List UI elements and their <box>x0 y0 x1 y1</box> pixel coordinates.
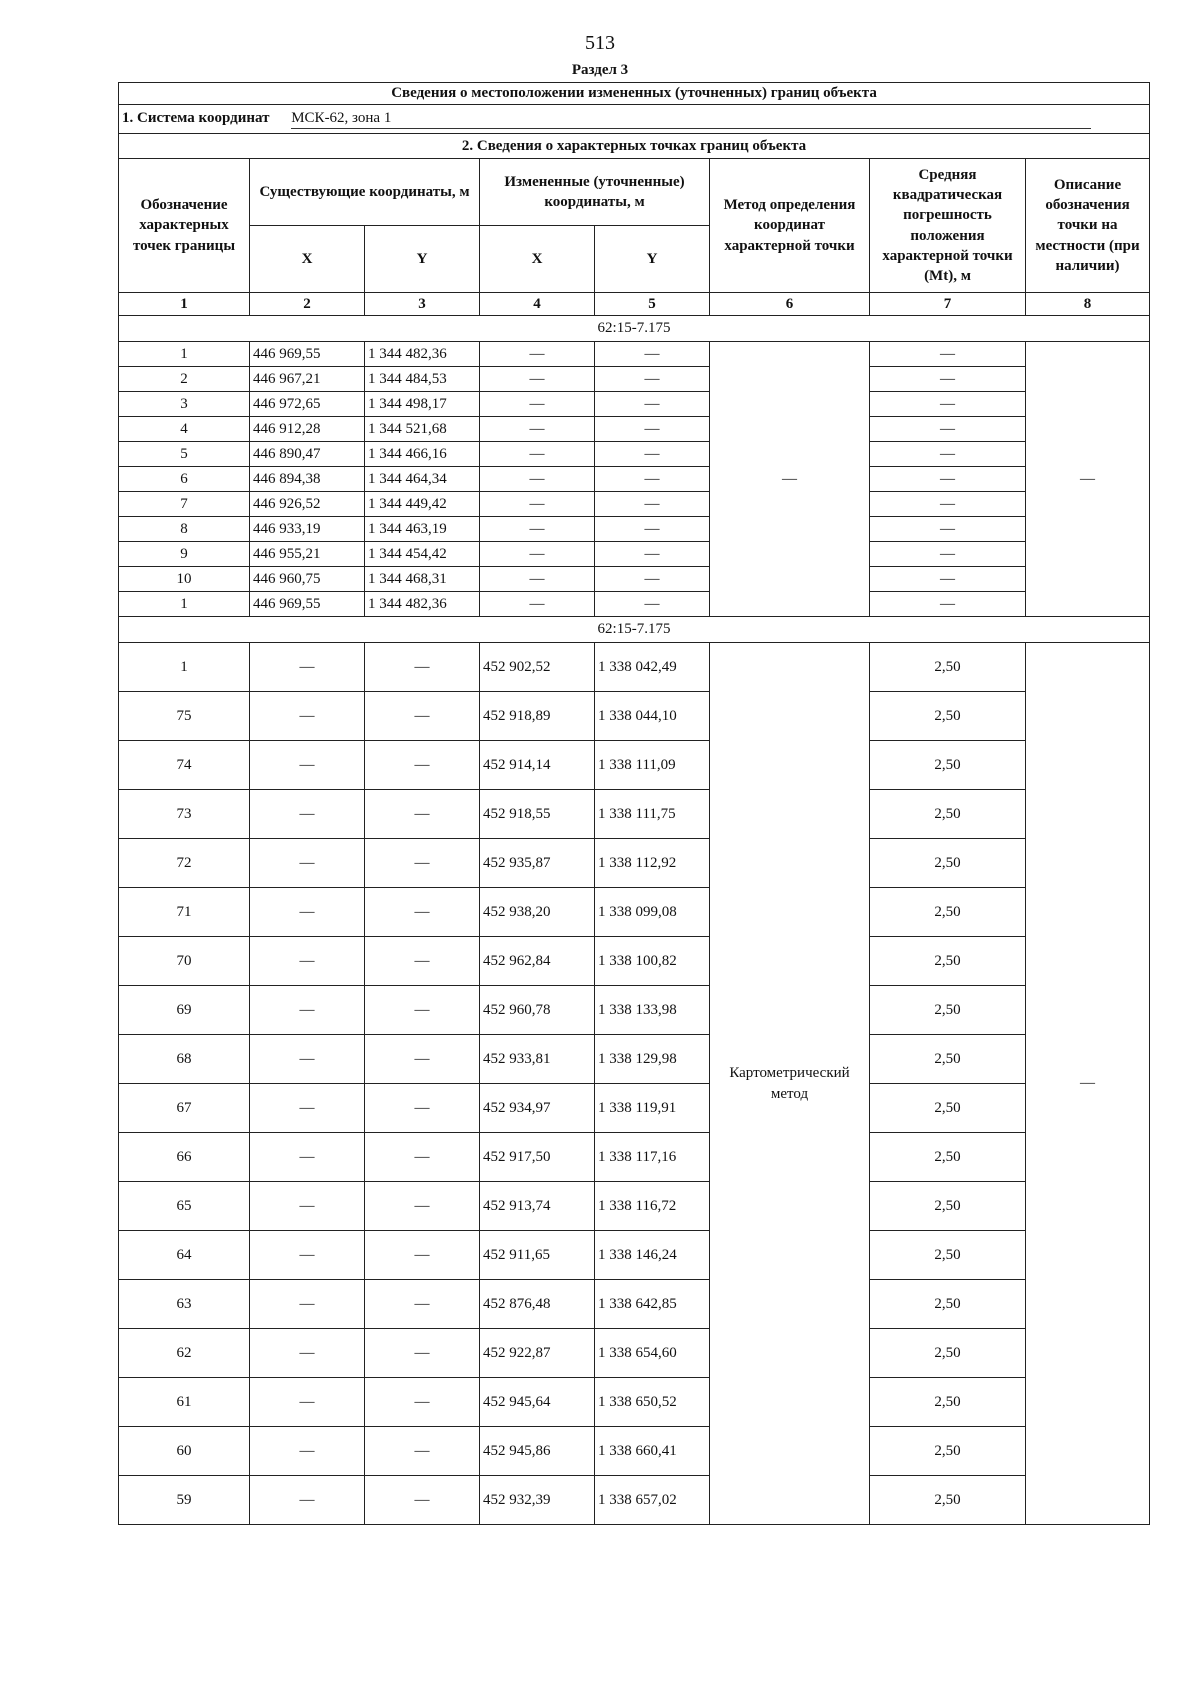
table-row <box>119 1231 1150 1280</box>
existing-x: — <box>250 1476 365 1525</box>
changed-y: 1 338 650,52 <box>595 1378 710 1427</box>
existing-x: 446 926,52 <box>250 492 365 517</box>
existing-x: 446 967,21 <box>250 367 365 392</box>
existing-y: 1 344 482,36 <box>365 592 480 617</box>
changed-y: 1 338 099,08 <box>595 888 710 937</box>
table-row <box>119 1378 1150 1427</box>
column-number: 5 <box>595 293 710 316</box>
existing-y: 1 344 464,34 <box>365 467 480 492</box>
point-id: 3 <box>119 392 250 417</box>
method-cell: — <box>710 342 870 617</box>
existing-x: — <box>250 1133 365 1182</box>
existing-x: — <box>250 643 365 692</box>
changed-y: 1 338 111,09 <box>595 741 710 790</box>
changed-x: 452 945,64 <box>480 1378 595 1427</box>
column-number: 7 <box>870 293 1026 316</box>
changed-y: 1 338 116,72 <box>595 1182 710 1231</box>
header-designation: Обозначение характерных точек границы <box>119 159 250 293</box>
table-row <box>119 790 1150 839</box>
point-id: 72 <box>119 839 250 888</box>
error-value: — <box>870 542 1026 567</box>
point-id: 70 <box>119 937 250 986</box>
changed-y: 1 338 642,85 <box>595 1280 710 1329</box>
existing-x: 446 972,65 <box>250 392 365 417</box>
existing-y: — <box>365 986 480 1035</box>
changed-y: 1 338 100,82 <box>595 937 710 986</box>
existing-x: — <box>250 1084 365 1133</box>
changed-x: — <box>480 417 595 442</box>
error-value: — <box>870 492 1026 517</box>
changed-x: — <box>480 592 595 617</box>
point-id: 9 <box>119 542 250 567</box>
table-row <box>119 986 1150 1035</box>
existing-x: 446 894,38 <box>250 467 365 492</box>
point-id: 1 <box>119 592 250 617</box>
point-id: 64 <box>119 1231 250 1280</box>
existing-x: 446 912,28 <box>250 417 365 442</box>
error-value: 2,50 <box>870 1231 1026 1280</box>
error-value: 2,50 <box>870 643 1026 692</box>
error-value: 2,50 <box>870 1378 1026 1427</box>
existing-x: — <box>250 741 365 790</box>
changed-x: 452 914,14 <box>480 741 595 790</box>
table-row <box>119 1280 1150 1329</box>
changed-y: 1 338 112,92 <box>595 839 710 888</box>
error-value: 2,50 <box>870 1182 1026 1231</box>
header-description: Описание обозначения точки на местности (при наличии) <box>1026 159 1150 293</box>
existing-y: — <box>365 692 480 741</box>
existing-y: 1 344 482,36 <box>365 342 480 367</box>
existing-y: — <box>365 1231 480 1280</box>
existing-y: — <box>365 1427 480 1476</box>
changed-y: — <box>595 567 710 592</box>
table-row <box>119 1476 1150 1525</box>
table-row <box>119 888 1150 937</box>
existing-y: — <box>365 1035 480 1084</box>
changed-x: 452 902,52 <box>480 643 595 692</box>
error-value: 2,50 <box>870 1329 1026 1378</box>
existing-y: 1 344 468,31 <box>365 567 480 592</box>
header-changed: Измененные (уточненные) координаты, м <box>480 159 710 226</box>
existing-x: — <box>250 937 365 986</box>
error-value: — <box>870 392 1026 417</box>
existing-y: — <box>365 741 480 790</box>
column-number: 8 <box>1026 293 1150 316</box>
table-row <box>119 1182 1150 1231</box>
changed-x: 452 962,84 <box>480 937 595 986</box>
method-cell: Картометрический метод <box>710 643 870 1525</box>
existing-x: — <box>250 692 365 741</box>
table-row <box>119 839 1150 888</box>
table-row <box>119 937 1150 986</box>
existing-y: — <box>365 839 480 888</box>
changed-x: — <box>480 367 595 392</box>
table-row <box>119 467 1150 492</box>
changed-x: 452 917,50 <box>480 1133 595 1182</box>
parcel-number: 62:15-7.175 <box>119 617 1150 643</box>
existing-x: — <box>250 790 365 839</box>
point-id: 68 <box>119 1035 250 1084</box>
description-cell: — <box>1026 643 1150 1525</box>
existing-x: — <box>250 1329 365 1378</box>
point-id: 59 <box>119 1476 250 1525</box>
table-row <box>119 567 1150 592</box>
changed-x: — <box>480 342 595 367</box>
error-value: 2,50 <box>870 1133 1026 1182</box>
changed-y: 1 338 044,10 <box>595 692 710 741</box>
error-value: — <box>870 417 1026 442</box>
changed-y: — <box>595 542 710 567</box>
point-id: 1 <box>119 342 250 367</box>
changed-x: 452 913,74 <box>480 1182 595 1231</box>
existing-x: — <box>250 1378 365 1427</box>
point-id: 63 <box>119 1280 250 1329</box>
error-value: 2,50 <box>870 692 1026 741</box>
existing-y: 1 344 498,17 <box>365 392 480 417</box>
existing-y: — <box>365 1182 480 1231</box>
changed-x: — <box>480 492 595 517</box>
point-id: 62 <box>119 1329 250 1378</box>
point-id: 10 <box>119 567 250 592</box>
changed-y: — <box>595 392 710 417</box>
existing-x: — <box>250 839 365 888</box>
existing-y: — <box>365 1329 480 1378</box>
existing-x: 446 955,21 <box>250 542 365 567</box>
changed-y: 1 338 660,41 <box>595 1427 710 1476</box>
changed-y: 1 338 117,16 <box>595 1133 710 1182</box>
existing-y: — <box>365 1476 480 1525</box>
header-error: Средняя квадратическая погрешность положения характерной точки (Mt), м <box>870 159 1026 293</box>
table-row <box>119 342 1150 367</box>
table-row <box>119 1133 1150 1182</box>
header-changed-y: Y <box>595 226 710 293</box>
column-number: 1 <box>119 293 250 316</box>
changed-y: — <box>595 342 710 367</box>
table-row <box>119 692 1150 741</box>
existing-y: 1 344 521,68 <box>365 417 480 442</box>
table-row <box>119 592 1150 617</box>
coord-system-label: 1. Система координат <box>122 109 270 126</box>
changed-y: — <box>595 592 710 617</box>
changed-x: 452 934,97 <box>480 1084 595 1133</box>
error-value: 2,50 <box>870 937 1026 986</box>
changed-x: — <box>480 467 595 492</box>
point-id: 8 <box>119 517 250 542</box>
table-row <box>119 1084 1150 1133</box>
existing-x: 446 890,47 <box>250 442 365 467</box>
table-title: Сведения о местоположении измененных (уточненных) границ объекта <box>119 83 1150 105</box>
changed-x: 452 918,89 <box>480 692 595 741</box>
existing-y: — <box>365 888 480 937</box>
column-number: 2 <box>250 293 365 316</box>
table-row <box>119 417 1150 442</box>
header-changed-x: X <box>480 226 595 293</box>
error-value: 2,50 <box>870 741 1026 790</box>
error-value: 2,50 <box>870 1084 1026 1133</box>
changed-x: 452 922,87 <box>480 1329 595 1378</box>
changed-y: 1 338 146,24 <box>595 1231 710 1280</box>
parcel-group-row <box>119 316 1150 342</box>
changed-y: — <box>595 417 710 442</box>
changed-x: — <box>480 517 595 542</box>
changed-x: 452 876,48 <box>480 1280 595 1329</box>
existing-x: 446 960,75 <box>250 567 365 592</box>
column-number: 4 <box>480 293 595 316</box>
error-value: 2,50 <box>870 1476 1026 1525</box>
point-id: 7 <box>119 492 250 517</box>
changed-x: — <box>480 392 595 417</box>
table-row <box>119 1427 1150 1476</box>
existing-y: 1 344 466,16 <box>365 442 480 467</box>
column-numbers-row <box>119 293 1150 316</box>
error-value: 2,50 <box>870 1035 1026 1084</box>
existing-x: — <box>250 986 365 1035</box>
point-id: 60 <box>119 1427 250 1476</box>
existing-x: — <box>250 1035 365 1084</box>
error-value: — <box>870 342 1026 367</box>
parcel-number: 62:15-7.175 <box>119 316 1150 342</box>
point-id: 5 <box>119 442 250 467</box>
table-row <box>119 542 1150 567</box>
existing-x: — <box>250 888 365 937</box>
point-id: 65 <box>119 1182 250 1231</box>
existing-y: — <box>365 1133 480 1182</box>
point-id: 4 <box>119 417 250 442</box>
changed-y: 1 338 119,91 <box>595 1084 710 1133</box>
changed-y: 1 338 042,49 <box>595 643 710 692</box>
changed-y: 1 338 133,98 <box>595 986 710 1035</box>
error-value: 2,50 <box>870 1427 1026 1476</box>
existing-x: — <box>250 1231 365 1280</box>
point-id: 1 <box>119 643 250 692</box>
changed-x: 452 945,86 <box>480 1427 595 1476</box>
point-id: 61 <box>119 1378 250 1427</box>
point-id: 71 <box>119 888 250 937</box>
point-id: 66 <box>119 1133 250 1182</box>
changed-y: — <box>595 442 710 467</box>
point-id: 6 <box>119 467 250 492</box>
changed-y: — <box>595 492 710 517</box>
existing-y: — <box>365 937 480 986</box>
existing-y: — <box>365 1280 480 1329</box>
changed-x: 452 935,87 <box>480 839 595 888</box>
column-number: 6 <box>710 293 870 316</box>
changed-y: — <box>595 517 710 542</box>
changed-x: 452 960,78 <box>480 986 595 1035</box>
changed-x: 452 938,20 <box>480 888 595 937</box>
changed-y: 1 338 129,98 <box>595 1035 710 1084</box>
error-value: 2,50 <box>870 839 1026 888</box>
table-row <box>119 492 1150 517</box>
error-value: — <box>870 567 1026 592</box>
header-existing-x: X <box>250 226 365 293</box>
changed-y: 1 338 111,75 <box>595 790 710 839</box>
existing-x: 446 969,55 <box>250 342 365 367</box>
error-value: — <box>870 367 1026 392</box>
error-value: 2,50 <box>870 1280 1026 1329</box>
changed-y: 1 338 654,60 <box>595 1329 710 1378</box>
points-title: 2. Сведения о характерных точках границ объекта <box>119 134 1150 159</box>
changed-x: — <box>480 542 595 567</box>
error-value: 2,50 <box>870 790 1026 839</box>
existing-y: — <box>365 1378 480 1427</box>
header-existing-y: Y <box>365 226 480 293</box>
header-existing: Существующие координаты, м <box>250 159 480 226</box>
point-id: 67 <box>119 1084 250 1133</box>
error-value: — <box>870 467 1026 492</box>
error-value: 2,50 <box>870 986 1026 1035</box>
point-id: 74 <box>119 741 250 790</box>
coord-system-value: МСК-62, зона 1 <box>291 110 1091 129</box>
existing-x: — <box>250 1280 365 1329</box>
page-number: 513 <box>585 32 615 54</box>
table-row <box>119 392 1150 417</box>
existing-x: — <box>250 1182 365 1231</box>
coord-system-row <box>119 105 1150 134</box>
existing-y: 1 344 463,19 <box>365 517 480 542</box>
section-title: Раздел 3 <box>571 62 629 78</box>
error-value: — <box>870 442 1026 467</box>
changed-x: 452 911,65 <box>480 1231 595 1280</box>
existing-x: 446 933,19 <box>250 517 365 542</box>
existing-x: — <box>250 1427 365 1476</box>
existing-y: 1 344 484,53 <box>365 367 480 392</box>
error-value: — <box>870 592 1026 617</box>
changed-x: — <box>480 567 595 592</box>
error-value: 2,50 <box>870 888 1026 937</box>
changed-x: — <box>480 442 595 467</box>
changed-y: — <box>595 367 710 392</box>
point-id: 75 <box>119 692 250 741</box>
existing-x: 446 969,55 <box>250 592 365 617</box>
description-cell: — <box>1026 342 1150 617</box>
point-id: 73 <box>119 790 250 839</box>
point-id: 2 <box>119 367 250 392</box>
boundary-points-table <box>118 82 1150 1525</box>
changed-x: 452 932,39 <box>480 1476 595 1525</box>
point-id: 69 <box>119 986 250 1035</box>
table-row <box>119 643 1150 692</box>
changed-y: 1 338 657,02 <box>595 1476 710 1525</box>
table-row <box>119 517 1150 542</box>
table-row <box>119 367 1150 392</box>
error-value: — <box>870 517 1026 542</box>
table-row <box>119 1035 1150 1084</box>
existing-y: — <box>365 790 480 839</box>
table-row <box>119 442 1150 467</box>
changed-y: — <box>595 467 710 492</box>
header-method: Метод определения координат характерной точки <box>710 159 870 293</box>
existing-y: 1 344 454,42 <box>365 542 480 567</box>
parcel-group-row <box>119 617 1150 643</box>
table-row <box>119 741 1150 790</box>
existing-y: 1 344 449,42 <box>365 492 480 517</box>
existing-y: — <box>365 1084 480 1133</box>
existing-y: — <box>365 643 480 692</box>
changed-x: 452 918,55 <box>480 790 595 839</box>
changed-x: 452 933,81 <box>480 1035 595 1084</box>
column-number: 3 <box>365 293 480 316</box>
table-row <box>119 1329 1150 1378</box>
